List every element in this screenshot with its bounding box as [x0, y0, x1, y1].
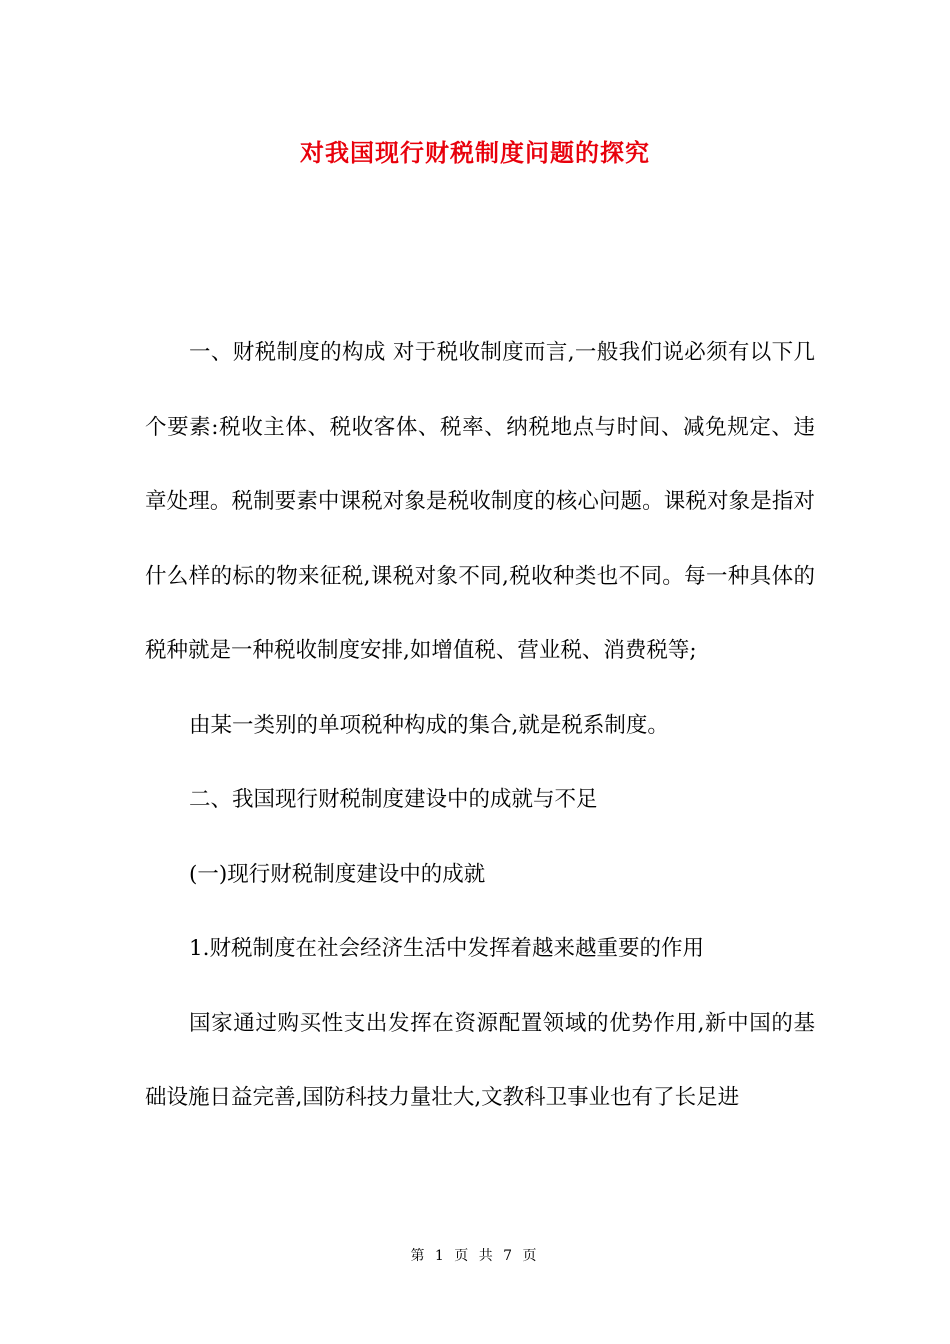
paragraph-2: 由某一类别的单项税种构成的集合,就是税系制度。	[189, 712, 669, 738]
page-number-footer: 第 1 页 共 7 页	[410, 1248, 540, 1264]
paragraph-3: 国家通过购买性支出发挥在资源配置领域的优势作用,新中国的基础设施日益完善,国防科技力量壮大,文教科卫事业也有了长足进	[145, 1010, 815, 1110]
document-body	[145, 316, 815, 1136]
section-heading-2: 二、我国现行财税制度建设中的成就与不足	[189, 787, 598, 812]
document-title: 对我国现行财税制度问题的探究	[300, 138, 650, 167]
subsection-heading-1: (一)现行财税制度建设中的成就	[189, 861, 486, 887]
paragraph-1: 一、财税制度的构成 对于税收制度而言,一般我们说必须有以下几个要素:税收主体、税收客体、税率、纳税地点与时间、减免规定、违章处理。税制要素中课税对象是税收制度的核心问题。课税对象是指对什么样的标的物来征税,课税对象不同,税收种类也不同。每一种具体的税种就是一种税收制度安排,如增值税、营业税、消费税等;	[145, 340, 815, 663]
item-heading-1: 1.财税制度在社会经济生活中发挥着越来越重要的作用	[189, 936, 705, 961]
